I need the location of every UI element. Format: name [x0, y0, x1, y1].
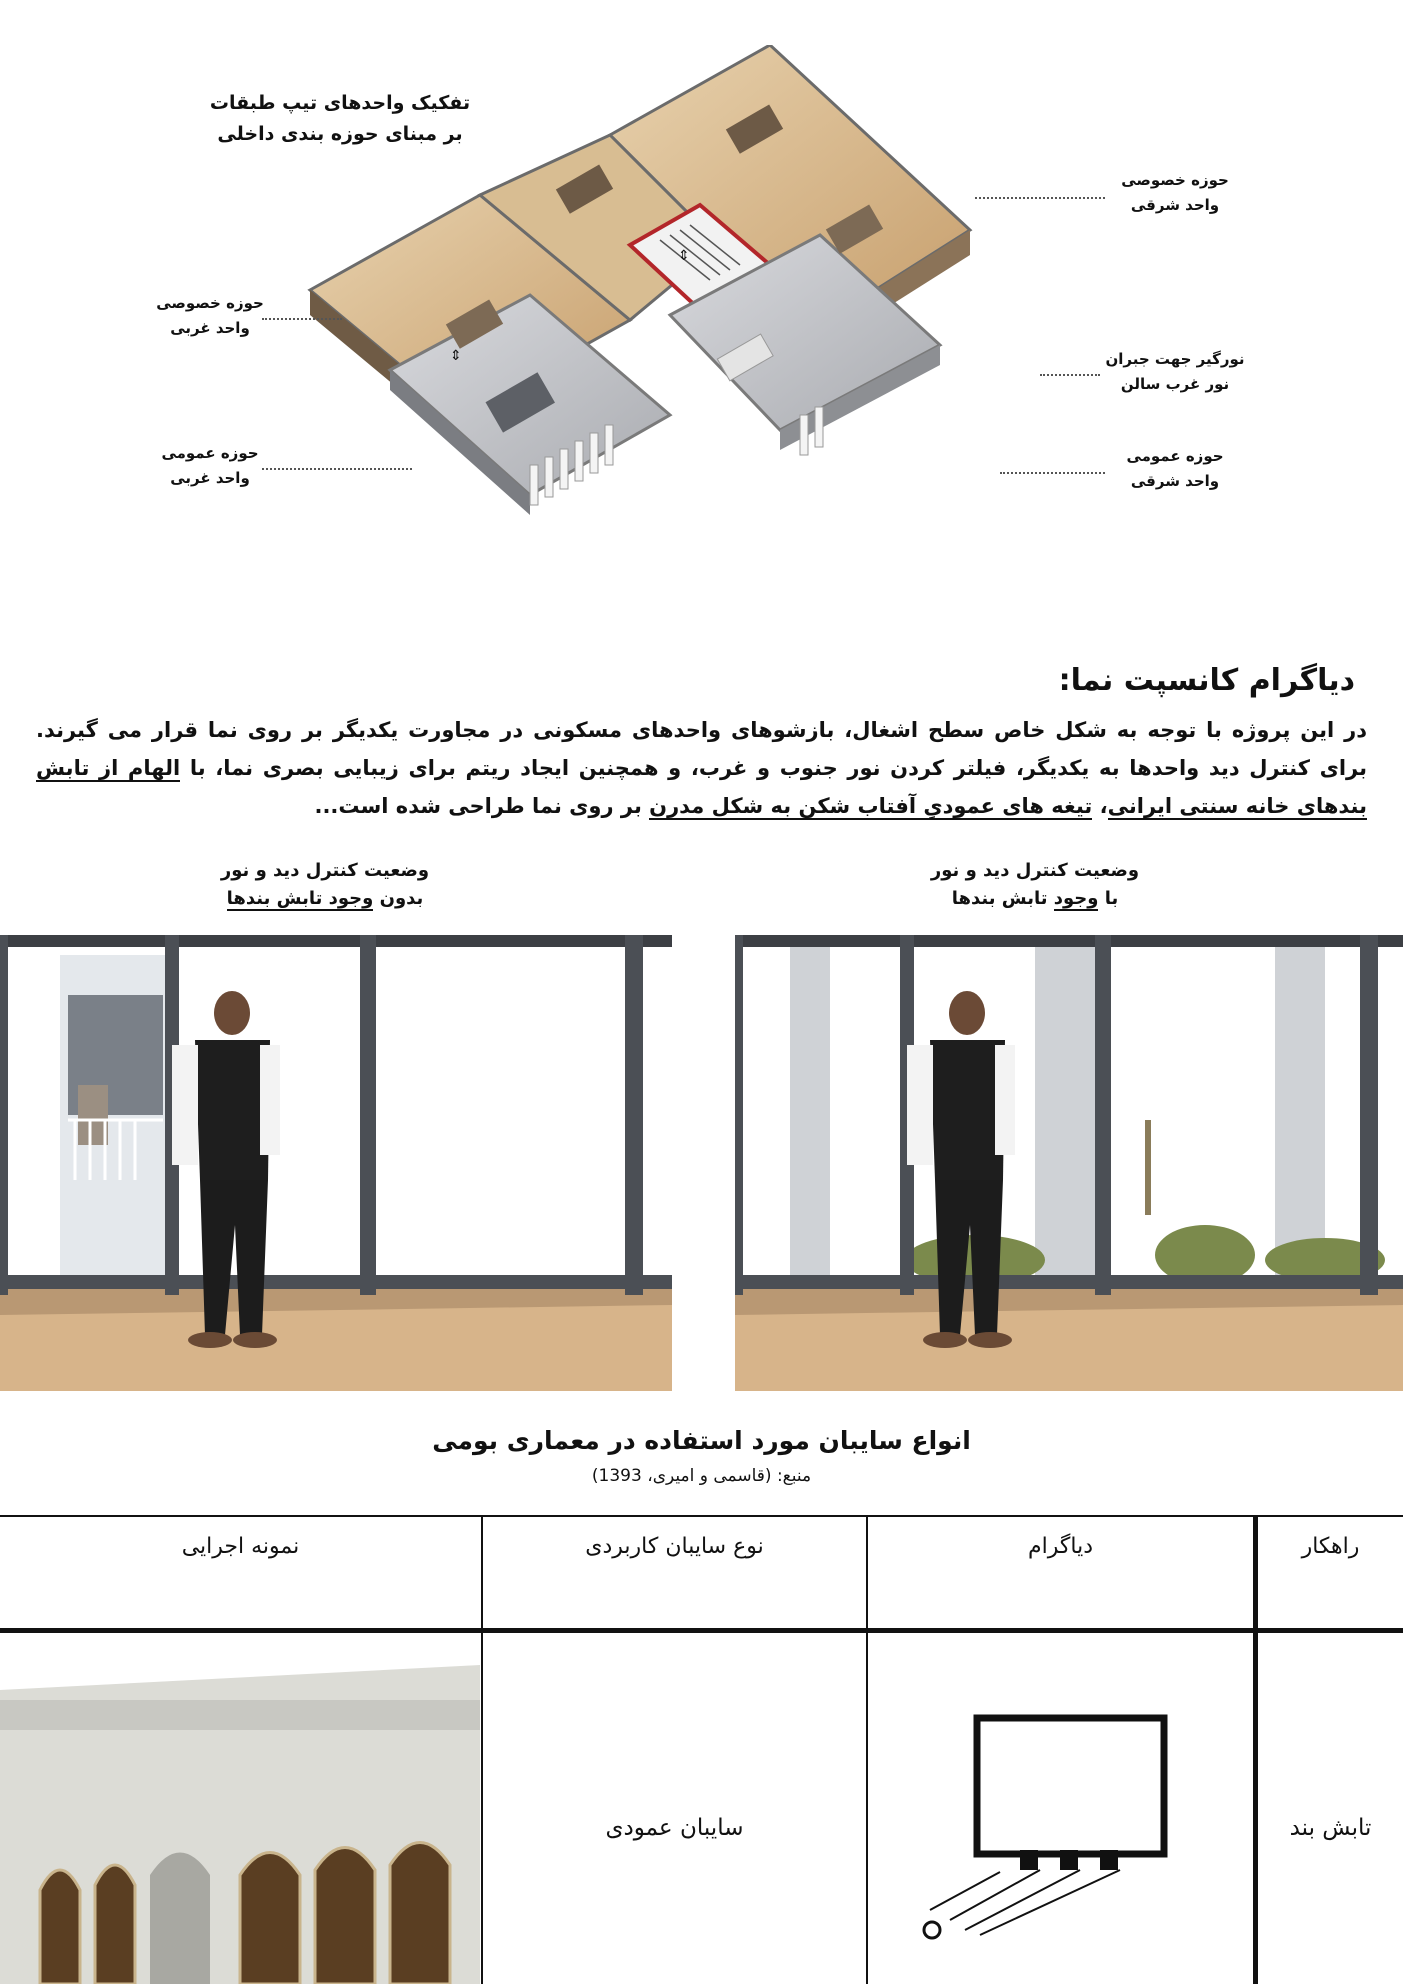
caption-with-fins	[890, 857, 1180, 913]
header-shade-type: نوع سایبان کاربردی	[585, 1534, 764, 1559]
label-public-west-line2: واحد غربی	[170, 469, 250, 487]
caption-left-underlined: وجود تابش بندها	[226, 888, 374, 909]
label-private-west	[150, 291, 270, 341]
header-example: نمونه اجرایی	[181, 1534, 300, 1559]
concept-text-2: ،	[1092, 794, 1108, 818]
svg-text:⇕: ⇕	[678, 248, 690, 264]
table-top-border	[0, 1515, 1403, 1517]
label-skylight-line2: نور غرب سالن	[1120, 375, 1230, 393]
table-header-border	[0, 1628, 1403, 1633]
caption-right-rest: تابش بندها	[951, 888, 1054, 909]
table-title: انواع سایبان مورد استفاده در معماری بومی	[432, 1426, 971, 1455]
label-private-east	[1110, 168, 1240, 218]
caption-left-plain: بدون	[373, 888, 424, 909]
plan-title-line1: تفکیک واحدهای تیپ طبقات	[209, 92, 471, 114]
leader-skylight	[1040, 374, 1100, 376]
label-public-east	[1110, 444, 1240, 494]
leader-public-west	[262, 468, 412, 470]
plan-title-line2: بر مبنای حوزه بندی داخلی	[217, 123, 463, 145]
label-skylight	[1100, 347, 1250, 397]
table-col-divider-2	[866, 1515, 868, 1984]
label-private-east-line1: حوزه خصوصی	[1121, 171, 1229, 189]
render-with-fins	[735, 935, 1403, 1391]
label-skylight-line1: نورگیر جهت جبران	[1105, 350, 1245, 368]
label-public-east-line1: حوزه عمومی	[1126, 447, 1224, 465]
caption-left-line2	[180, 885, 470, 913]
example-facade-photo	[0, 1660, 480, 1984]
sun-icon	[924, 1922, 940, 1938]
caption-right-plain: با	[1098, 888, 1119, 909]
concept-heading: دیاگرام کانسپت نما:	[1058, 663, 1355, 698]
table-col-divider-1	[481, 1515, 483, 1984]
label-private-west-line1: حوزه خصوصی	[156, 294, 264, 312]
header-strategy: راهکار	[1301, 1534, 1360, 1559]
render-without-fins	[0, 935, 672, 1391]
label-public-west-line1: حوزه عمومی	[161, 444, 259, 462]
concept-underline-2: تیغه های عمودیِ آفتاب شکن به شکل مدرن	[649, 794, 1093, 818]
label-public-west	[150, 441, 270, 491]
floor-plan-render	[300, 45, 1060, 635]
label-private-east-line2: واحد شرقی	[1130, 196, 1220, 214]
caption-right-line1: وضعیت کنترل دید و نور	[930, 860, 1140, 881]
cell-strategy: تابش بند	[1289, 1815, 1372, 1841]
leader-public-east	[1000, 472, 1105, 474]
shade-diagram	[900, 1700, 1200, 1950]
concept-text-3: بر روی نما طراحی شده است...	[314, 794, 650, 818]
table-source: منبع: (قاسمی و امیری، 1393)	[591, 1466, 812, 1486]
leader-private-east	[975, 197, 1105, 199]
header-diagram: دیاگرام	[1028, 1534, 1093, 1559]
cell-shade-type: سایبان عمودی	[605, 1815, 744, 1841]
label-private-west-line2: واحد غربی	[170, 319, 250, 337]
caption-without-fins	[180, 857, 470, 913]
leader-private-west	[262, 318, 342, 320]
svg-text:⇕: ⇕	[450, 348, 462, 364]
label-public-east-line2: واحد شرقی	[1130, 472, 1220, 490]
table-col-divider-3	[1253, 1515, 1258, 1984]
caption-right-line2	[890, 885, 1180, 913]
concept-underline-1: الهام از تابش بندهای خانه سنتی ایرانی	[36, 756, 1367, 818]
caption-left-line1: وضعیت کنترل دید و نور	[220, 860, 430, 881]
concept-paragraph	[36, 711, 1367, 825]
caption-right-underlined: وجود	[1053, 888, 1099, 909]
concept-text-1: در این پروژه با توجه به شکل خاص سطح اشغال، بازشوهای واحدهای مسکونی در مجاورت یکدیگر بر روی نما قرار می گیرند. برای کنترل دید واحدها به یکدیگر، فیلتر کردن نور جنوب و غرب، و همچنین ایجاد ریتم برای زیبایی بصری نما، با	[36, 718, 1367, 780]
